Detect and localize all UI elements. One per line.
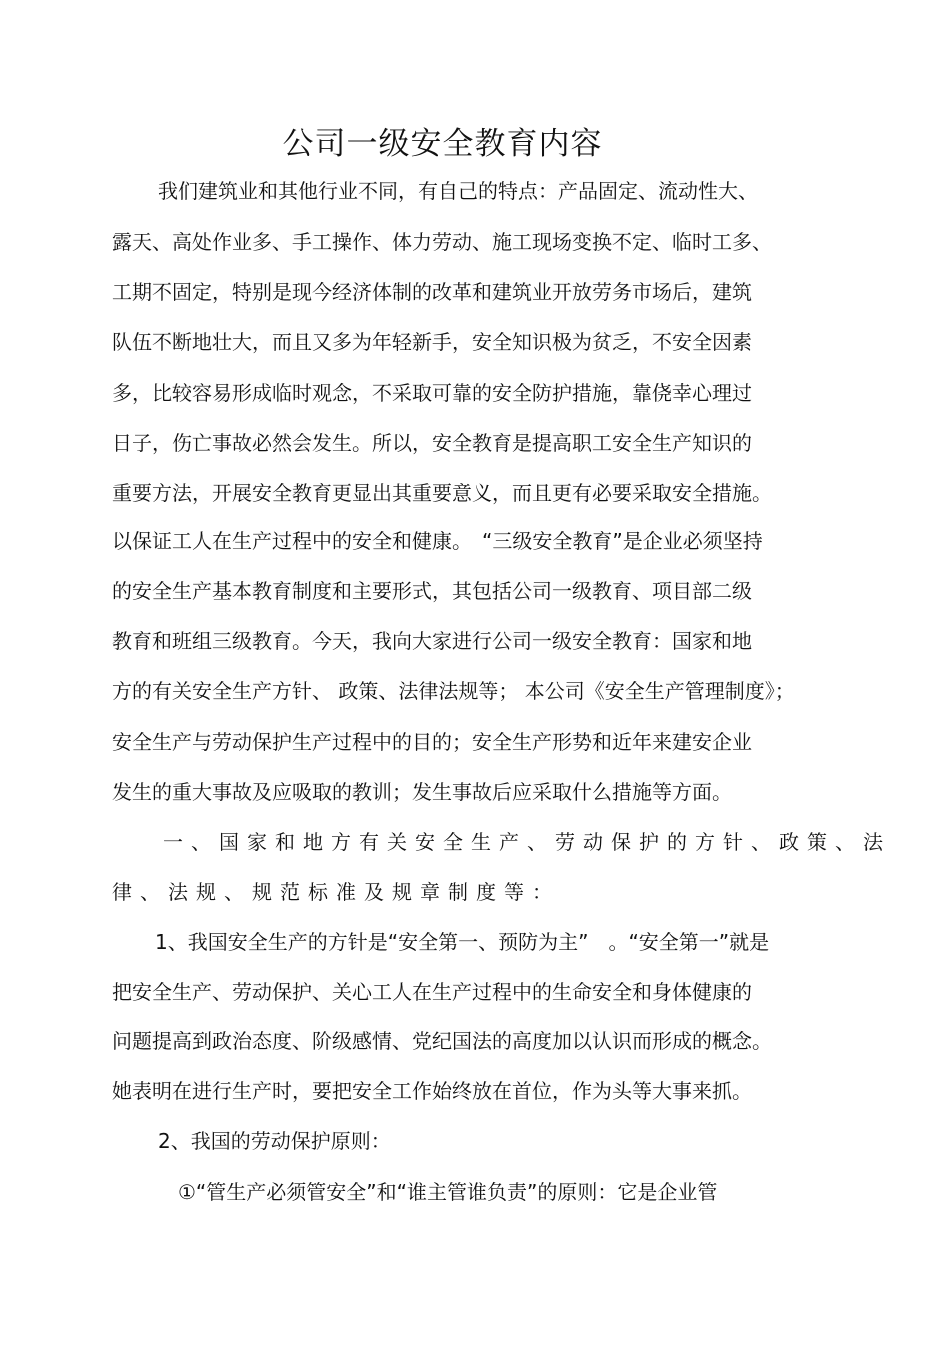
paragraph-line-7: 重要方法，开展安全教育更显出其重要意义，而且更有必要采取安全措施。 <box>112 481 772 505</box>
paragraph-line-12: 安全生产与劳动保护生产过程中的目的；安全生产形势和近年来建安企业 <box>112 730 752 754</box>
paragraph-line-4: 队伍不断地壮大，而且又多为年轻新手，安全知识极为贫乏，不安全因素 <box>112 330 752 354</box>
paragraph-line-9: 的安全生产基本教育制度和主要形式，其包括公司一级教育、项目部二级 <box>112 579 752 603</box>
paragraph-line-11: 方的有关安全生产方针、 政策、法律法规等； 本公司《安全生产管理制度》； <box>112 679 795 703</box>
paragraph-line-5: 多，比较容易形成临时观念，不采取可靠的安全防护措施，靠侥幸心理过 <box>112 381 752 405</box>
paragraph-line-3: 工期不固定，特别是现今经济体制的改革和建筑业开放劳务市场后，建筑 <box>112 280 752 304</box>
paragraph-line-13: 发生的重大事故及应吸取的教训；发生事故后应采取什么措施等方面。 <box>112 780 732 804</box>
section-heading-line-1: 一、国家和地方有关安全生产、劳动保护的方针、政策、法 <box>163 830 891 854</box>
item-2-line-1: 2、我国的劳动保护原则： <box>158 1129 391 1153</box>
document-title: 公司一级安全教育内容 <box>282 126 603 162</box>
paragraph-line-2: 露天、高处作业多、手工操作、体力劳动、施工现场变换不定、临时工多、 <box>112 230 772 254</box>
section-heading-line-2: 律、法规、规范标准及规章制度等： <box>112 880 560 904</box>
paragraph-line-6: 日子，伤亡事故必然会发生。所以，安全教育是提高职工安全生产知识的 <box>112 431 752 455</box>
item-1-line-1: 1、我国安全生产的方针是“安全第一、预防为主” 。“安全第一”就是 <box>155 930 770 954</box>
item-2-subitem-1: ①“管生产必须管安全”和“谁主管谁负责”的原则：它是企业管 <box>178 1180 718 1204</box>
paragraph-line-8: 以保证工人在生产过程中的安全和健康。 “三级安全教育”是企业必须坚持 <box>112 529 763 553</box>
paragraph-line-1: 我们建筑业和其他行业不同，有自己的特点：产品固定、流动性大、 <box>158 179 758 203</box>
item-1-line-4: 她表明在进行生产时，要把安全工作始终放在首位，作为头等大事来抓。 <box>112 1079 752 1103</box>
item-1-line-3: 问题提高到政治态度、阶级感情、党纪国法的高度加以认识而形成的概念。 <box>112 1029 772 1053</box>
paragraph-line-10: 教育和班组三级教育。今天，我向大家进行公司一级安全教育：国家和地 <box>112 629 752 653</box>
item-1-line-2: 把安全生产、劳动保护、关心工人在生产过程中的生命安全和身体健康的 <box>112 980 752 1004</box>
